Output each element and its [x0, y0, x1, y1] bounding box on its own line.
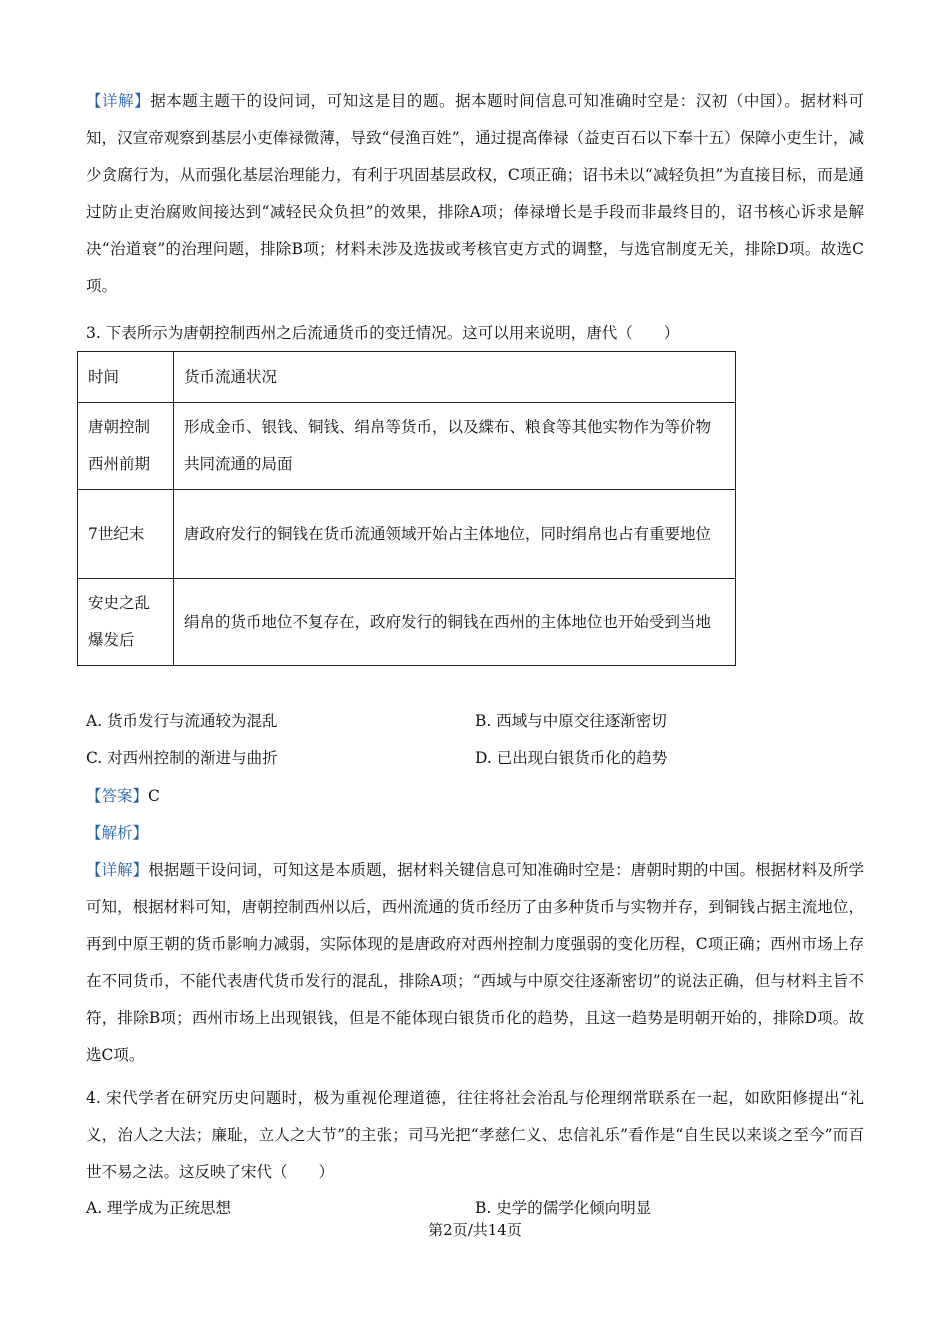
table-row [78, 403, 736, 490]
table-cell-time: 7世纪末 [78, 490, 174, 579]
q3-stem-section [86, 315, 864, 352]
table-header-row [78, 352, 736, 403]
q4-option-a: A. 理学成为正统思想 [86, 1199, 232, 1217]
q3-analysis-line [86, 815, 864, 852]
page-footer: 第2页/共14页 [428, 1221, 522, 1239]
q3-option-d: D. 已出现白银货币化的趋势 [475, 749, 668, 767]
q3-detail-section [86, 852, 864, 1074]
q3-detail-paragraph [86, 852, 864, 1074]
q2-detail-section [86, 83, 864, 305]
q3-answer-value: C [148, 787, 160, 805]
q3-detail-text: 根据题干设问词，可知这是本质题，据材料关键信息可知准确时空是：唐朝时期的中国。根据材料及所学可知，根据材料可知，唐朝控制西州以后，西州流通的货币经历了由多种货币与实物并存，到铜钱占据主流地位，再到中原王朝的货币影响力减弱，实际体现的是唐政府对西州控制力度强弱的变化历程，C项正确；西州市场上存在不同货币，不能代表唐代货币发行的混乱，排除A项；“西域与中原交往逐渐密切”的说法正确，但与材料主旨不符，排除B项；西州市场上出现银钱，但是不能体现白银货币化的趋势，且这一趋势是明朝开始的，排除D项。故选C项。 [86, 861, 864, 1064]
q3-analysis-tag: 【解析】 [86, 824, 149, 842]
table-row [78, 490, 736, 579]
table-cell-time: 唐朝控制西州前期 [78, 403, 174, 490]
q3-stem: 3. 下表所示为唐朝控制西州之后流通货币的变迁情况。这可以用来说明，唐代（ ） [86, 324, 680, 342]
table-cell-time: 安史之乱爆发后 [78, 579, 174, 666]
q3-option-b: B. 西域与中原交往逐渐密切 [475, 712, 667, 730]
table-header-time: 时间 [78, 352, 174, 403]
q4-stem-section [86, 1080, 864, 1191]
q2-detail-paragraph [86, 83, 864, 305]
table-header-status: 货币流通状况 [174, 352, 736, 403]
q3-answer-tag: 【答案】 [86, 787, 149, 805]
table-cell-status: 唐政府发行的铜钱在货币流通领域开始占主体地位，同时绢帛也占有重要地位 [174, 490, 736, 579]
table-cell-status: 绢帛的货币地位不复存在，政府发行的铜钱在西州的主体地位也开始受到当地 [174, 579, 736, 666]
q4-option-b: B. 史学的儒学化倾向明显 [475, 1199, 652, 1217]
q3-answer-line [86, 778, 864, 815]
q3-option-c: C. 对西州控制的渐进与曲折 [86, 749, 278, 767]
table-row [78, 579, 736, 666]
table-cell-status: 形成金币、银钱、铜钱、绢帛等货币，以及緤布、粮食等其他实物作为等价物共同流通的局面 [174, 403, 736, 490]
q3-detail-tag: 【详解】 [86, 861, 149, 879]
q2-detail-text: 据本题主题干的设问词，可知这是目的题。据本题时间信息可知准确时空是：汉初（中国）。据材料可知，汉宣帝观察到基层小吏俸禄微薄，导致“侵渔百姓”，通过提高俸禄（益吏百石以下奉十五）保障小吏生计，减少贪腐行为，从而强化基层治理能力，有利于巩固基层政权，C项正确；诏书未以“减轻负担”为直接目标，而是通过防止吏治腐败间接达到“减轻民众负担”的效果，排除A项；俸禄增长是手段而非最终目的，诏书核心诉求是解决“治道衰”的治理问题，排除B项；材料未涉及选拔或考核官吏方式的调整，与选官制度无关，排除D项。故选C项。 [86, 92, 864, 295]
q3-option-a: A. 货币发行与流通较为混乱 [86, 712, 278, 730]
q2-detail-tag: 【详解】 [86, 92, 151, 110]
q4-stem: 4. 宋代学者在研究历史问题时，极为重视伦理道德，往往将社会治乱与伦理纲常联系在一起，如欧阳修提出“礼义，治人之大法；廉耻，立人之大节”的主张；司马光把“孝慈仁义、忠信礼乐”看作是“自生民以来谈之至今”而百世不易之法。这反映了宋代（ ） [86, 1089, 864, 1181]
q3-currency-table [77, 351, 736, 666]
